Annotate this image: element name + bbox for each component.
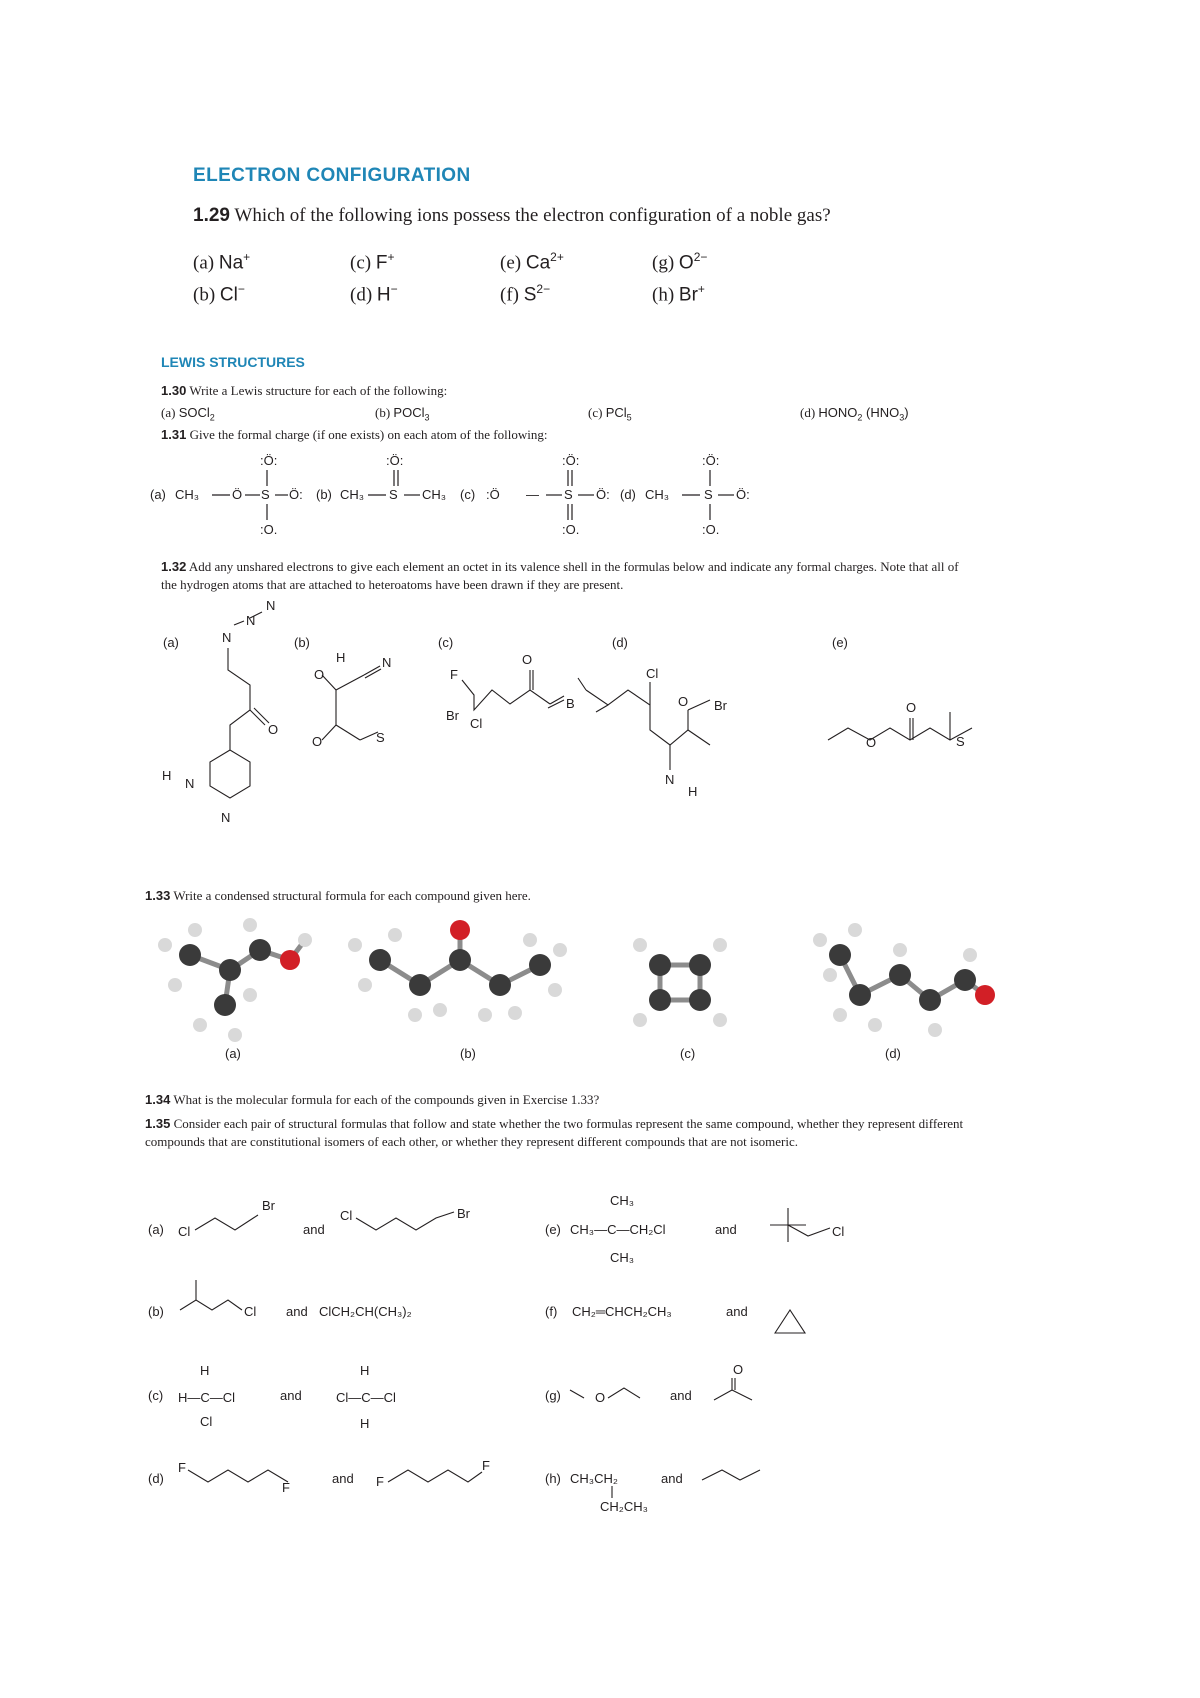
svg-text:H: H — [336, 650, 346, 665]
structure-label: (e) — [832, 635, 848, 650]
structure-label: (c) — [460, 487, 476, 502]
svg-text:CH₃: CH₃ — [340, 487, 365, 502]
svg-text::Ö:: :Ö: — [562, 453, 580, 468]
pair-label: (e) — [545, 1222, 561, 1237]
svg-text::O.: :O. — [562, 522, 580, 537]
question-number: 1.29 — [193, 205, 230, 226]
question-number: 1.34 — [145, 1092, 171, 1107]
formula-option: (c) PCl$_5$ — [588, 405, 632, 423]
question-text: Consider each pair of structural formulas that follow and state whether the two formulas represent the same compound, whether they represent different compounds that are constitutional isomers of each other, or whether they represent different compounds that are not isomeric. — [145, 1116, 964, 1149]
model-label: (b) — [460, 1046, 476, 1061]
structure-label: (b) — [294, 635, 310, 650]
svg-text:CH₃: CH₃ — [645, 487, 670, 502]
pair-label: (h) — [545, 1471, 561, 1486]
question-text: What is the molecular formula for each of the compounds given in Exercise 1.33? — [173, 1092, 600, 1107]
svg-text:O: O — [312, 734, 323, 749]
formula-text: ClCH₂CH(CH₃)₂ — [319, 1304, 412, 1319]
formula-option: (d) $HONO_2$ $(HNO_3)$ — [800, 405, 909, 423]
svg-text:F: F — [450, 667, 458, 682]
svg-text:S: S — [564, 487, 573, 502]
structure-label: (a) — [150, 487, 166, 502]
svg-text:S: S — [704, 487, 713, 502]
svg-text:O: O — [678, 694, 689, 709]
ion-option: (g) $O^{2-}$ — [652, 250, 708, 274]
question-number: 1.31 — [161, 427, 187, 442]
formal-charge-structures — [150, 448, 770, 538]
svg-text:F: F — [482, 1458, 490, 1473]
svg-text:O: O — [733, 1362, 744, 1377]
svg-text:O: O — [268, 722, 279, 737]
and-word: and — [303, 1222, 325, 1237]
question-text: Give the formal charge (if one exists) on each atom of the following: — [189, 427, 548, 442]
svg-text:N: N — [185, 776, 195, 791]
structure-label: (b) — [316, 487, 332, 502]
skeletal-structures-1-32 — [150, 600, 1010, 840]
svg-text:Cl—C—Cl: Cl—C—Cl — [336, 1390, 396, 1405]
svg-text:F: F — [282, 1480, 290, 1495]
formula-text: CH₂CH₃ — [600, 1499, 648, 1514]
question-1-31 — [161, 427, 547, 443]
ion-option: (f) $S^{2-}$ — [500, 282, 551, 306]
svg-text:O: O — [906, 700, 917, 715]
svg-text:Ö:: Ö: — [289, 487, 303, 502]
structure-label: (d) — [612, 635, 628, 650]
svg-text:B: B — [566, 696, 575, 711]
ion-option: (e) $Ca^{2+}$ — [500, 250, 564, 274]
svg-text:Cl: Cl — [832, 1224, 845, 1239]
svg-text::Ö:: :Ö: — [386, 453, 404, 468]
svg-text:Br: Br — [714, 698, 727, 713]
pair-label: (a) — [148, 1222, 164, 1237]
svg-text:Br: Br — [262, 1198, 275, 1213]
question-number: 1.32 — [161, 559, 187, 574]
svg-text:N: N — [222, 630, 232, 645]
svg-text:Ö:: Ö: — [596, 487, 610, 502]
svg-text:S: S — [389, 487, 398, 502]
svg-text::Ö:: :Ö: — [260, 453, 278, 468]
svg-text:H: H — [688, 784, 698, 799]
and-word: and — [280, 1388, 302, 1403]
and-word: and — [661, 1471, 683, 1486]
question-1-30 — [161, 383, 447, 399]
svg-text::Ö:: :Ö: — [702, 453, 720, 468]
pair-label: (b) — [148, 1304, 164, 1319]
svg-text:S: S — [956, 734, 965, 749]
and-word: and — [715, 1222, 737, 1237]
ion-option: (h) Br+ — [652, 282, 705, 306]
svg-text:F: F — [376, 1474, 384, 1489]
svg-text:S: S — [376, 730, 385, 745]
and-word: and — [332, 1471, 354, 1486]
svg-text:Cl: Cl — [340, 1208, 353, 1223]
structure-label: (d) — [620, 487, 636, 502]
svg-text::O.: :O. — [702, 522, 720, 537]
svg-text:Cl: Cl — [244, 1304, 257, 1319]
formula-option: (a) SOCl$_2$ — [161, 405, 215, 423]
structure-label: (a) — [163, 635, 179, 650]
ion-option: (b) Cl− — [193, 282, 245, 306]
question-number: 1.33 — [145, 888, 171, 903]
question-text: Write a Lewis structure for each of the following: — [189, 383, 448, 398]
svg-text:N: N — [246, 613, 256, 628]
svg-text:Cl: Cl — [178, 1224, 191, 1239]
question-number: 1.30 — [161, 383, 187, 398]
and-word: and — [286, 1304, 308, 1319]
question-1-32 — [161, 558, 961, 594]
svg-text:CH₃: CH₃ — [175, 487, 200, 502]
svg-text:N: N — [382, 655, 392, 670]
structure-label: (c) — [438, 635, 454, 650]
ion-option: (a) Na+ — [193, 250, 251, 274]
isomer-pairs — [140, 1180, 1020, 1520]
svg-text::O.: :O. — [260, 522, 278, 537]
formula-text: CH₂═CHCH₂CH₃ — [572, 1304, 672, 1319]
formula-text: CH₃ — [610, 1193, 635, 1208]
and-word: and — [726, 1304, 748, 1319]
model-label: (c) — [680, 1046, 696, 1061]
ion-option: (c) F+ — [350, 250, 395, 274]
svg-text:H: H — [360, 1416, 370, 1431]
svg-text:H—C—Cl: H—C—Cl — [178, 1390, 236, 1405]
section-heading-electron-configuration: ELECTRON CONFIGURATION — [193, 165, 471, 186]
svg-text:N: N — [221, 810, 231, 825]
svg-text:Cl: Cl — [470, 716, 483, 731]
pair-label: (c) — [148, 1388, 164, 1403]
pair-label: (d) — [148, 1471, 164, 1486]
svg-text:Ö:: Ö: — [736, 487, 750, 502]
and-word: and — [670, 1388, 692, 1403]
svg-text:Ö: Ö — [232, 487, 243, 502]
formula-text: CH₃—C—CH₂Cl — [570, 1222, 666, 1237]
question-text: Which of the following ions possess the electron configuration of a noble gas? — [234, 205, 831, 226]
svg-text:H: H — [360, 1363, 370, 1378]
section-heading-lewis-structures: LEWIS STRUCTURES — [161, 354, 305, 370]
svg-text:F: F — [178, 1460, 186, 1475]
svg-text:S: S — [261, 487, 270, 502]
svg-text:H: H — [162, 768, 172, 783]
svg-text:CH₃: CH₃ — [422, 487, 447, 502]
question-text: Write a condensed structural formula for each compound given here. — [173, 888, 531, 903]
svg-text:Br: Br — [446, 708, 459, 723]
svg-text:N: N — [266, 600, 276, 613]
svg-text:O: O — [522, 652, 533, 667]
svg-text:O: O — [595, 1390, 606, 1405]
svg-text:Cl: Cl — [200, 1414, 213, 1429]
svg-text:N: N — [665, 772, 675, 787]
formula-option: (b) POCl$_3$ — [375, 405, 430, 423]
question-1-33 — [145, 888, 531, 904]
svg-text:Br: Br — [457, 1206, 470, 1221]
ion-option: (d) H− — [350, 282, 398, 306]
question-1-29 — [193, 205, 831, 227]
model-label: (d) — [885, 1046, 901, 1061]
question-1-35 — [145, 1115, 1015, 1151]
svg-text:O: O — [314, 667, 325, 682]
pair-label: (g) — [545, 1388, 561, 1403]
svg-text::Ö: :Ö — [486, 487, 500, 502]
svg-text:H: H — [200, 1363, 210, 1378]
pair-label: (f) — [545, 1304, 558, 1319]
formula-text: CH₃ — [610, 1250, 635, 1265]
model-label: (a) — [225, 1046, 241, 1061]
formula-text: CH₃CH₂ — [570, 1471, 618, 1486]
question-1-34 — [145, 1092, 599, 1108]
question-text: Add any unshared electrons to give each element an octet in its valence shell in the formulas below and indicate any formal charges. Note that all of the hydrogen atoms that are attached to heteroatoms have been drawn if they are present. — [161, 559, 959, 592]
ball-and-stick-models — [140, 915, 1020, 1065]
svg-text:O: O — [866, 735, 877, 750]
question-number: 1.35 — [145, 1116, 171, 1131]
svg-text:—: — — [526, 487, 539, 502]
svg-text:Cl: Cl — [646, 666, 659, 681]
